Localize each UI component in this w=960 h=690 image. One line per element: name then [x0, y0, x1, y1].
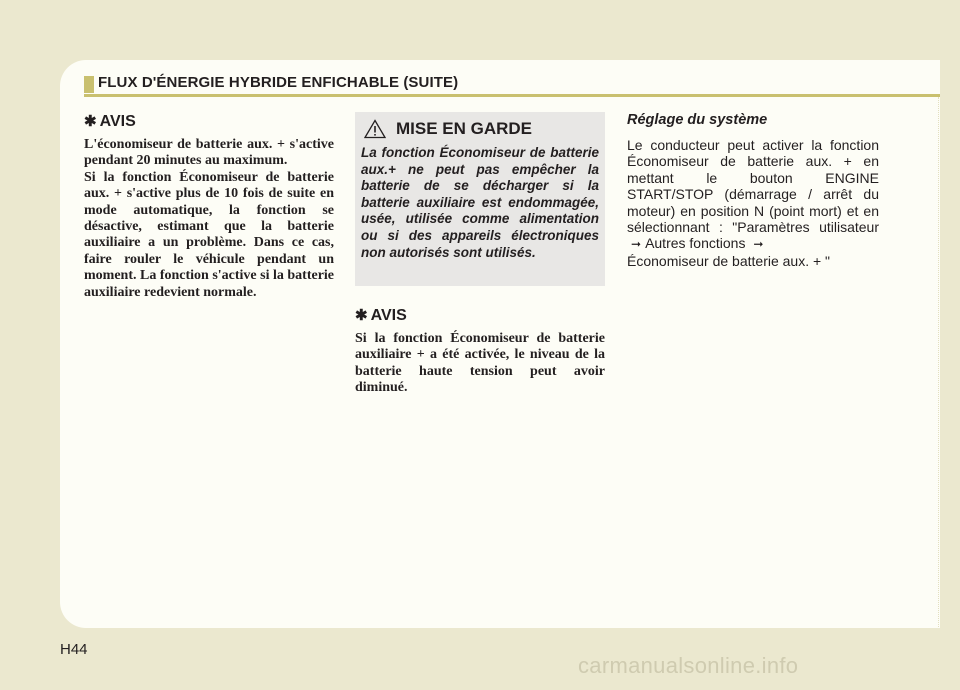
page-number: H44 — [60, 641, 88, 658]
column-left — [84, 112, 334, 301]
header-accent-bar — [84, 76, 94, 93]
arrow-right-icon: ➞ — [753, 237, 764, 252]
header-rule — [84, 94, 940, 97]
caution-text: La fonction Économiseur de batterie aux.+ ne peut pas empêcher la batterie de se décharger si la batterie auxiliaire est endommagée, usée, utilisée comme alimentation ou si des appareils électroniques non autorisés sont utilisés. — [361, 145, 599, 260]
notice-paragraph-2: Si la fonction Économiseur de batterie aux. + s'active plus de 10 fois de suite en mode automatique, la fonction se désactive, estimant que la batterie auxiliaire a un problème. Dans ce cas, faire rouler le véhicule pendant un moment. La fonction s'active si la batterie auxiliaire redevient normale. — [84, 169, 335, 300]
section-title: FLUX D'ÉNERGIE HYBRIDE ENFICHABLE (SUITE) — [98, 74, 459, 91]
notice-paragraph-1: L'économiseur de batterie aux. + s'active pendant 20 minutes au maximum. — [84, 137, 334, 169]
arrow-right-icon: ➞ — [631, 237, 642, 252]
settings-heading: Réglage du système — [627, 112, 768, 128]
watermark: carmanualsonline.info — [578, 653, 799, 678]
notice-heading-2: ✱ AVIS — [355, 307, 407, 324]
settings-text: Le conducteur peut activer la fonction Économiseur de batterie aux. + en mettant le bouton ENGINE START/STOP (démarrage / arrêt du moteur) en position N (point mort) et en sélectionnant : "Paramètres utilisateur ➞ Autres fonctions ➞ Économiseur de batterie aux. + " — [627, 137, 879, 269]
asterisk-icon: ✱ — [355, 307, 368, 324]
caution-heading: MISE EN GARDE — [361, 119, 599, 139]
caution-box — [355, 112, 605, 286]
column-middle — [355, 112, 605, 397]
column-right — [627, 112, 879, 269]
warning-triangle-icon — [364, 119, 386, 139]
asterisk-icon: ✱ — [84, 113, 97, 130]
page-edge-line — [938, 97, 940, 627]
notice-heading: ✱ AVIS — [84, 113, 136, 130]
notice-text-2: Si la fonction Économiseur de batterie auxiliaire + a été activée, le niveau de la batterie haute tension peut avoir diminué. — [355, 331, 605, 396]
